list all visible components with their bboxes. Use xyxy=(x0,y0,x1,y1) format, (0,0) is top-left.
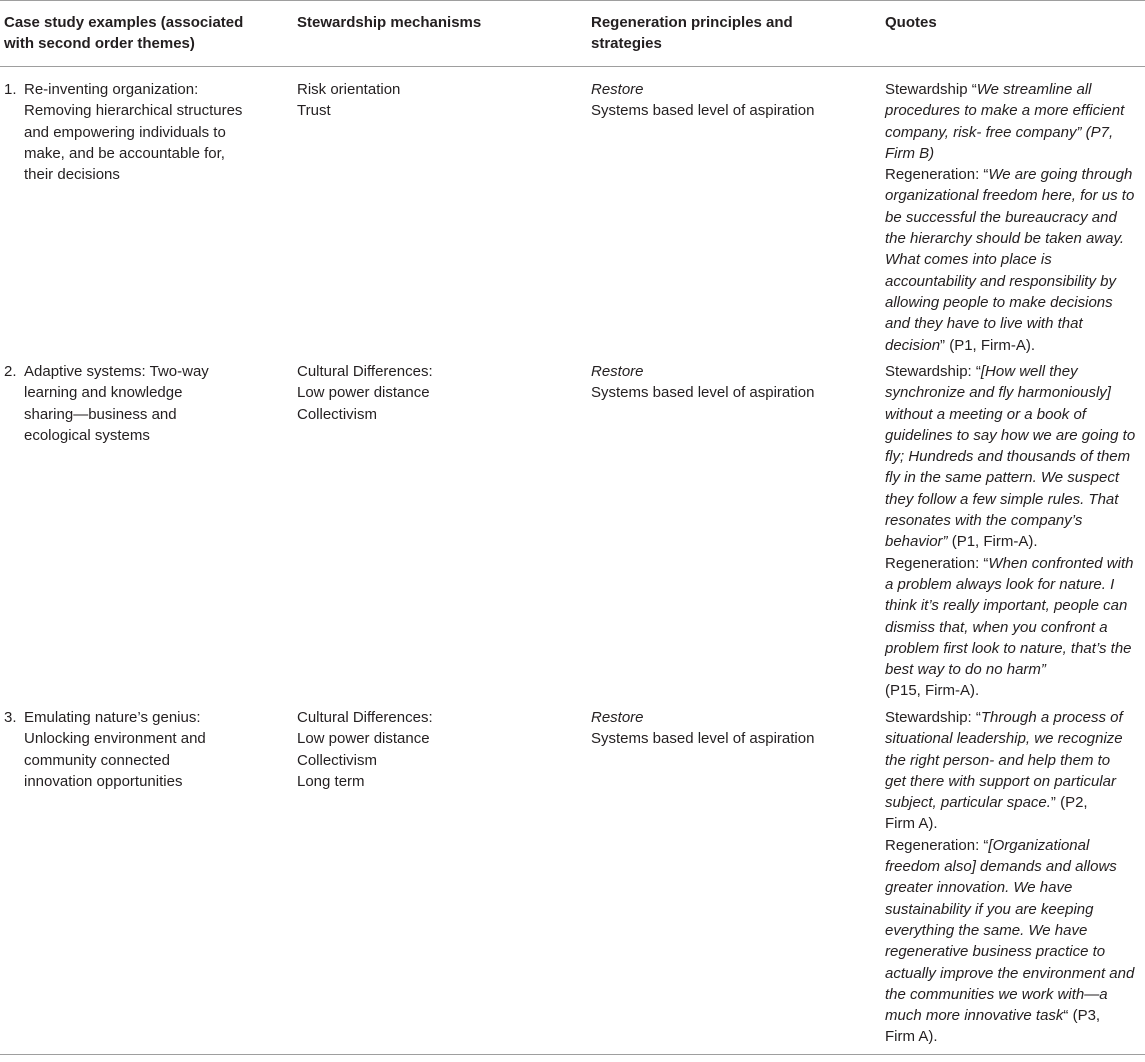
table-row xyxy=(4,79,274,185)
quote-line xyxy=(885,228,1143,249)
principle-text xyxy=(591,79,861,100)
quote-segment: everything the same. We have xyxy=(885,921,1088,939)
case-study-text: ecological systems xyxy=(24,426,150,444)
case-study-line xyxy=(4,425,274,446)
quote-segment: Stewardship: “ xyxy=(885,709,981,726)
quote-segment: the communities we work with—a xyxy=(885,985,1108,1003)
quote-segment: Through a process of xyxy=(980,709,1123,726)
quote-segment: Firm A). xyxy=(885,1028,938,1046)
quote-segment: they follow a few simple rules. That xyxy=(885,490,1119,508)
quote-segment: greater innovation. We have xyxy=(885,879,1073,897)
quote-line xyxy=(885,404,1143,425)
quote-segment: [Organizational xyxy=(988,836,1090,854)
case-study-text: their decisions xyxy=(24,166,120,184)
case-study-line xyxy=(4,143,274,164)
stewardship-cell xyxy=(297,707,557,792)
stewardship-cell xyxy=(297,79,557,122)
mechanism-item: Low power distance xyxy=(297,730,430,748)
case-study-line xyxy=(4,382,274,403)
quotes-cell xyxy=(885,79,1143,356)
case-study-text: innovation opportunities xyxy=(24,772,183,790)
row-number: 3. xyxy=(4,709,17,726)
quote-line xyxy=(885,680,1143,701)
quote-line xyxy=(885,877,1143,898)
quote-line xyxy=(885,813,1143,834)
quote-segment: procedures to make a more efficient xyxy=(885,102,1125,120)
quote-segment: guidelines to say how we are going to xyxy=(885,426,1136,444)
quote-segment: a problem always look for nature. I xyxy=(885,575,1115,593)
principle-text xyxy=(591,707,861,728)
quote-segment: get there with support on particular xyxy=(885,772,1116,790)
mechanism-item: Low power distance xyxy=(297,384,430,402)
quote-line xyxy=(885,271,1143,292)
header-case-study: Case study examples (associated with second order themes) xyxy=(4,14,244,53)
principle-italic: Restore xyxy=(591,709,644,726)
quote-segment: decision xyxy=(885,336,941,354)
case-study-text: Re-inventing organization: xyxy=(24,81,199,98)
regeneration-cell xyxy=(591,707,861,750)
header-stewardship: Stewardship mechanisms xyxy=(297,14,482,31)
case-study-text: community connected xyxy=(24,751,170,769)
quote-line xyxy=(885,856,1143,877)
quote-segment: best way to do no harm” xyxy=(885,661,1046,679)
case-study-text: make, and be accountable for, xyxy=(24,144,225,162)
quote-line xyxy=(885,446,1143,467)
case-study-line xyxy=(4,728,274,749)
quote-line xyxy=(885,122,1143,143)
case-study-line xyxy=(4,164,274,185)
quote-segment: Stewardship “ xyxy=(885,81,977,98)
quote-segment: Stewardship: “ xyxy=(885,363,981,380)
quote-segment: “ (P3, xyxy=(1063,1007,1101,1025)
mechanism-item: Risk orientation xyxy=(297,81,401,98)
quote-segment: much more innovative task xyxy=(885,1007,1064,1025)
principle-italic: Restore xyxy=(591,363,644,380)
case-study-text: Removing hierarchical structures xyxy=(24,102,243,120)
quote-segment: resonates with the company’s xyxy=(885,512,1083,530)
quote-segment: synchronize and fly harmoniously] xyxy=(885,384,1111,402)
table-row xyxy=(4,361,274,446)
quote-segment: Firm A). xyxy=(885,815,938,833)
quote-line xyxy=(885,313,1143,334)
row-number: 2. xyxy=(4,363,17,380)
quote-line xyxy=(885,292,1143,313)
quote-segment: actually improve the environment and xyxy=(885,964,1135,982)
mechanism-item: Collectivism xyxy=(297,751,378,769)
quote-line xyxy=(885,531,1143,552)
case-study-line xyxy=(4,750,274,771)
quote-line xyxy=(885,143,1143,164)
table-top-rule xyxy=(0,0,1145,1)
quote-line xyxy=(885,750,1143,771)
table-row xyxy=(4,707,274,792)
quote-segment: (P1, Firm-A). xyxy=(947,533,1038,551)
quote-line xyxy=(885,467,1143,488)
quote-line xyxy=(885,489,1143,510)
quote-line xyxy=(885,185,1143,206)
case-study-line xyxy=(4,707,274,728)
header-rule xyxy=(0,66,1145,67)
quote-line xyxy=(885,361,1143,382)
header-regeneration: Regeneration principles and strategies xyxy=(591,14,793,53)
quote-segment: be successful the bureaucracy and xyxy=(885,208,1117,226)
quote-segment: sustainability if you are keeping xyxy=(885,900,1094,918)
quote-line xyxy=(885,100,1143,121)
quote-line xyxy=(885,728,1143,749)
stewardship-cell xyxy=(297,361,557,425)
quote-segment: allowing people to make decisions xyxy=(885,293,1113,311)
quote-line xyxy=(885,207,1143,228)
table-bottom-rule xyxy=(0,1054,1145,1055)
quote-line xyxy=(885,617,1143,638)
strategy-text: Systems based level of aspiration xyxy=(591,102,815,120)
quote-line xyxy=(885,941,1143,962)
quotes-cell xyxy=(885,361,1143,702)
quote-segment: the right person- and help them to xyxy=(885,751,1111,769)
quote-line xyxy=(885,920,1143,941)
mechanism-item: Cultural Differences: xyxy=(297,709,433,726)
quote-line xyxy=(885,595,1143,616)
case-study-text: sharing—business and xyxy=(24,405,177,423)
case-study-line xyxy=(4,771,274,792)
quote-segment: without a meeting or a book of xyxy=(885,405,1086,423)
case-study-text: Unlocking environment and xyxy=(24,730,206,748)
case-study-text: learning and knowledge xyxy=(24,384,183,402)
quote-line xyxy=(885,659,1143,680)
quote-line xyxy=(885,1026,1143,1047)
mechanism-item: Cultural Differences: xyxy=(297,363,433,380)
quote-line xyxy=(885,771,1143,792)
quote-segment: behavior” xyxy=(885,533,948,551)
case-study-line xyxy=(4,404,274,425)
quote-segment: Regeneration: “ xyxy=(885,836,989,854)
principle-text xyxy=(591,361,861,382)
case-study-line xyxy=(4,79,274,100)
quote-line xyxy=(885,425,1143,446)
quote-line xyxy=(885,835,1143,856)
quote-line xyxy=(885,553,1143,574)
quote-line xyxy=(885,164,1143,185)
mechanism-item: Long term xyxy=(297,772,365,790)
quote-segment: the hierarchy should be taken away. xyxy=(885,230,1125,248)
case-study-text: Adaptive systems: Two-way xyxy=(24,363,209,380)
case-study-text: Emulating nature’s genius: xyxy=(24,709,201,726)
strategy-text: Systems based level of aspiration xyxy=(591,384,815,402)
quote-segment: and they have to live with that xyxy=(885,315,1083,333)
quote-segment: company, risk- free company” (P7, xyxy=(885,123,1114,141)
case-study-line xyxy=(4,122,274,143)
quote-segment: situational leadership, we recognize xyxy=(885,730,1123,748)
quote-line xyxy=(885,1005,1143,1026)
quote-segment: Regeneration: “ xyxy=(885,554,989,572)
quote-line xyxy=(885,249,1143,270)
quote-segment: We streamline all xyxy=(976,81,1092,98)
quote-segment: fly in the same pattern. We suspect xyxy=(885,469,1120,487)
regeneration-cell xyxy=(591,79,861,122)
quote-segment: What comes into place is xyxy=(885,251,1052,269)
quote-line xyxy=(885,382,1143,403)
quote-line xyxy=(885,984,1143,1005)
quote-segment: freedom also] demands and allows xyxy=(885,858,1117,876)
quote-segment: (P15, Firm-A). xyxy=(885,682,980,700)
quote-line xyxy=(885,79,1143,100)
quote-line xyxy=(885,792,1143,813)
quotes-cell xyxy=(885,707,1143,1048)
row-number: 1. xyxy=(4,81,17,98)
case-study-text: and empowering individuals to xyxy=(24,123,226,141)
strategy-text: Systems based level of aspiration xyxy=(591,730,815,748)
quote-line xyxy=(885,510,1143,531)
quote-segment: Firm B) xyxy=(885,144,935,162)
case-study-line xyxy=(4,361,274,382)
quote-segment: fly; Hundreds and thousands of them xyxy=(885,448,1131,466)
mechanism-item: Trust xyxy=(297,102,331,120)
header-quotes: Quotes xyxy=(885,14,937,31)
mechanism-item: Collectivism xyxy=(297,405,378,423)
quote-line xyxy=(885,574,1143,595)
quote-line xyxy=(885,707,1143,728)
quote-segment: subject, particular space. xyxy=(885,794,1051,812)
quote-segment: Regeneration: “ xyxy=(885,166,989,184)
quote-segment: ” (P2, xyxy=(1050,794,1088,812)
quote-segment: When confronted with xyxy=(988,554,1134,572)
case-study-line xyxy=(4,100,274,121)
quote-line xyxy=(885,638,1143,659)
quote-line xyxy=(885,963,1143,984)
quote-segment: organizational freedom here, for us to xyxy=(885,187,1135,205)
quote-segment: think it’s really important, people can xyxy=(885,597,1128,615)
quote-line xyxy=(885,335,1143,356)
principle-italic: Restore xyxy=(591,81,644,98)
quote-segment: regenerative business practice to xyxy=(885,943,1106,961)
quote-segment: problem first look to nature, that’s the xyxy=(885,639,1132,657)
quote-line xyxy=(885,899,1143,920)
quote-segment: [How well they xyxy=(980,363,1078,380)
quote-segment: dismiss that, when you confront a xyxy=(885,618,1108,636)
quote-segment: ” (P1, Firm-A). xyxy=(940,336,1036,354)
quote-segment: accountability and responsibility by xyxy=(885,272,1116,290)
quote-segment: We are going through xyxy=(988,166,1133,184)
regeneration-cell xyxy=(591,361,861,404)
